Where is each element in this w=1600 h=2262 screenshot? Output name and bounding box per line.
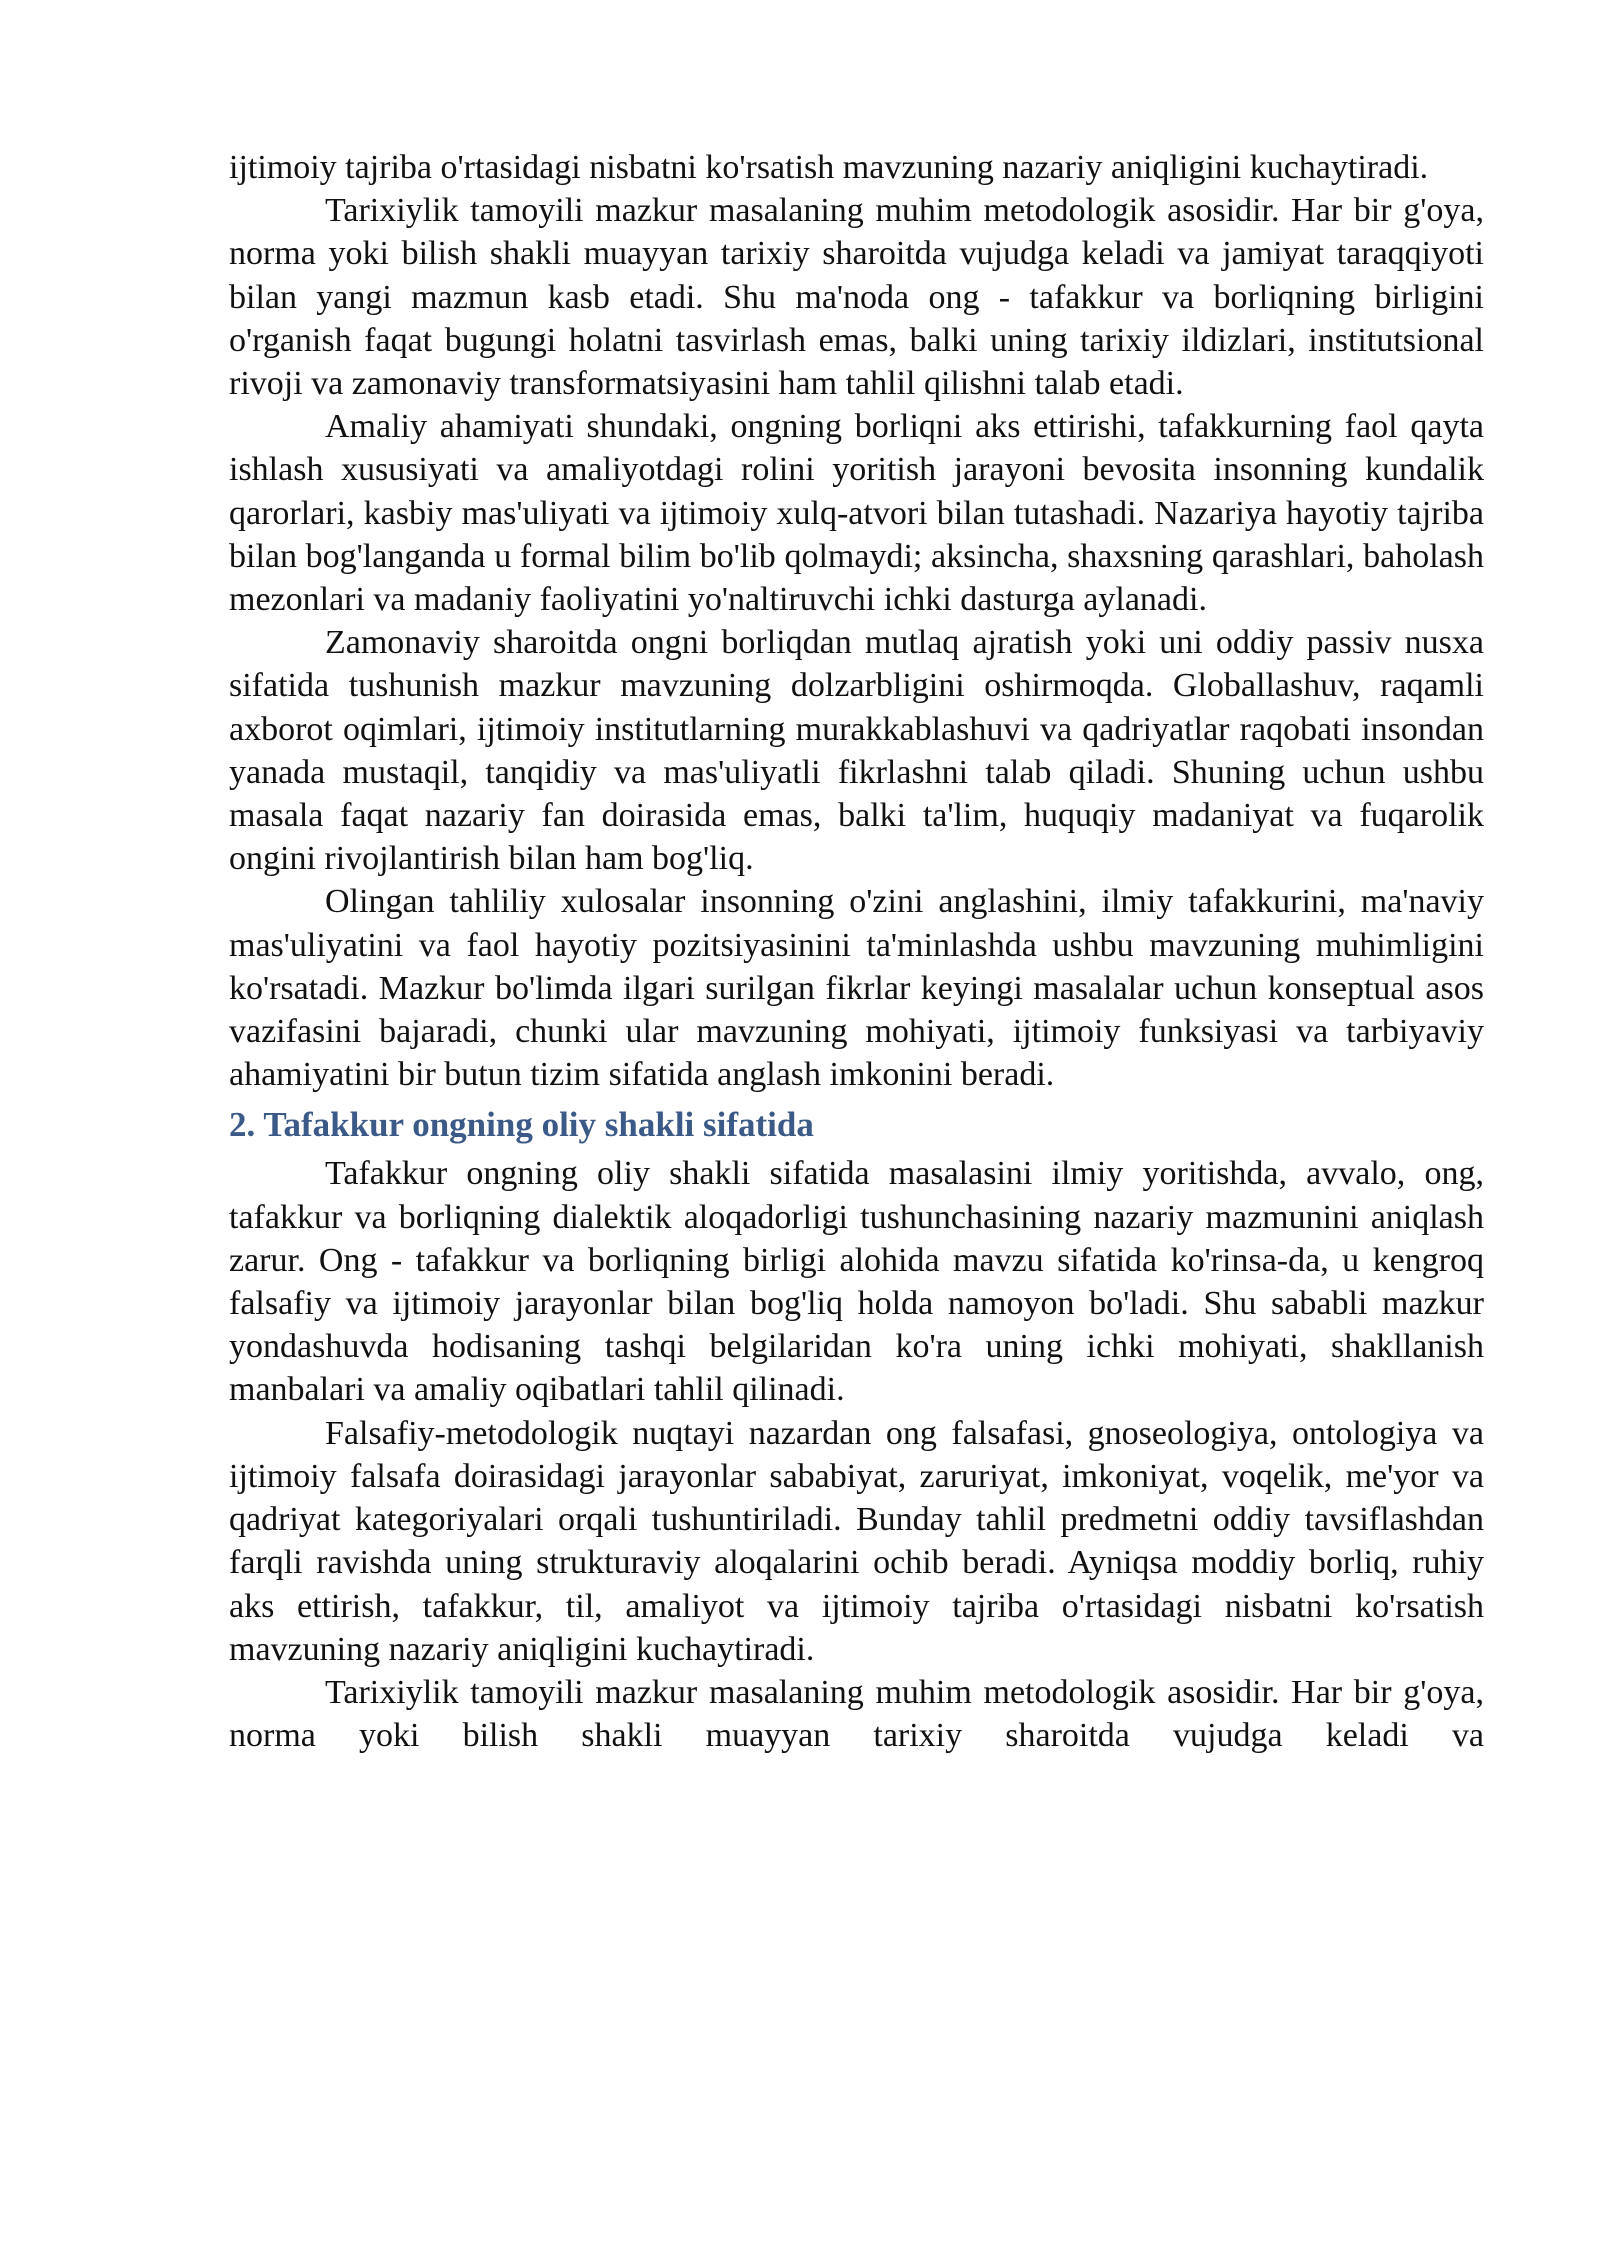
- body-paragraph: Zamonaviy sharoitda ongni borliqdan mutlaq ajratish yoki uni oddiy passiv nusxa sifatida tushunish mazkur mavzuning dolzarbligini oshirmoqda. Globallashuv, raqamli axborot oqimlari, ijtimoiy institutlarning murakkablashuvi va qadriyatlar raqobati insondan yanada mustaqil, tanqidiy va mas'uliyatli fikrlashni talab qiladi. Shuning uchun ushbu masala faqat nazariy fan doirasida emas, balki ta'lim, huquqiy madaniyat va fuqarolik ongini rivojlantirish bilan ham bog'liq.: [229, 624, 1484, 878]
- body-paragraph: Olingan tahliliy xulosalar insonning o'zini anglashini, ilmiy tafakkurini, ma'naviy mas'uliyatini va faol hayotiy pozitsiyasinini ta'minlashda ushbu mavzuning muhimligini ko'rsatadi. Mazkur bo'limda ilgari surilgan fikrlar keyingi masalalar uchun konseptual asos vazifasini bajaradi, chunki ular mavzuning mohiyati, ijtimoiy funksiyasi va tarbiyaviy ahamiyatini bir butun tizim sifatida anglash imkonini beradi.: [229, 883, 1484, 1094]
- body-paragraph-truncated: Tarixiylik tamoyili mazkur masalaning muhim metodologik asosidir. Har bir g'oya, norma yoki bilish shakli muayyan tarixiy sharoitda vujudga keladi va: [229, 1673, 1484, 1755]
- body-paragraph: ijtimoiy tajriba o'rtasidagi nisbatni ko'rsatish mavzuning nazariy aniqligini kuchaytiradi.: [229, 149, 1429, 186]
- body-paragraph: Amaliy ahamiyati shundaki, ongning borliqni aks ettirishi, tafakkurning faol qayta ishlash xususiyati va amaliyotdagi rolini yoritish jarayoni bevosita insonning kundalik qarorlari, kasbiy mas'uliyati va ijtimoiy xulq-atvori bilan tutashadi. Nazariya hayotiy tajriba bilan bog'langanda u formal bilim bo'lib qolmaydi; aksincha, shaxsning qarashlari, baholash mezonlari va madaniy faoliyatini yo'naltiruvchi ichki dasturga aylanadi.: [229, 408, 1484, 619]
- body-paragraph: Tarixiylik tamoyili mazkur masalaning muhim metodologik asosidir. Har bir g'oya, norma yoki bilish shakli muayyan tarixiy sharoitda vujudga keladi va jamiyat taraqqiyoti bilan yangi mazmun kasb etadi. Shu ma'noda ong - tafakkur va borliqning birligini o'rganish faqat bugungi holatni tasvirlash emas, balki uning tarixiy ildizlari, institutsional rivoji va zamonaviy transformatsiyasini ham tahlil qilishni talab etadi.: [229, 192, 1484, 403]
- body-paragraph: Falsafiy-metodologik nuqtayi nazardan ong falsafasi, gnoseologiya, ontologiya va ijtimoiy falsafa doirasidagi jarayonlar sababiyat, zaruriyat, imkoniyat, voqelik, me'yor va qadriyat kategoriyalari orqali tushuntiriladi. Bunday tahlil predmetni oddiy tavsiflashdan farqli ravishda uning strukturaviy aloqalarini ochib beradi. Ayniqsa moddiy borliq, ruhiy aks ettirish, tafakkur, til, amaliyot va ijtimoiy tajriba o'rtasidagi nisbatni ko'rsatish mavzuning nazariy aniqligini kuchaytiradi.: [229, 1414, 1484, 1668]
- body-paragraph: Tafakkur ongning oliy shakli sifatida masalasini ilmiy yoritishda, avvalo, ong, tafakkur va borliqning dialektik aloqadorligi tushunchasining nazariy mazmunini aniqlash zarur. Ong - tafakkur va borliqning birligi alohida mavzu sifatida ko'rinsa-da, u kengroq falsafiy va ijtimoiy jarayonlar bilan bog'liq holda namoyon bo'ladi. Shu sababli mazkur yondashuvda hodisaning tashqi belgilaridan ko'ra uning ichki mohiyati, shakllanish manbalari va amaliy oqibatlari tahlil qilinadi.: [229, 1155, 1484, 1409]
- document-page: [229, 146, 1484, 1757]
- section-heading: 2. Tafakkur ongning oliy shakli sifatida: [229, 1105, 814, 1145]
